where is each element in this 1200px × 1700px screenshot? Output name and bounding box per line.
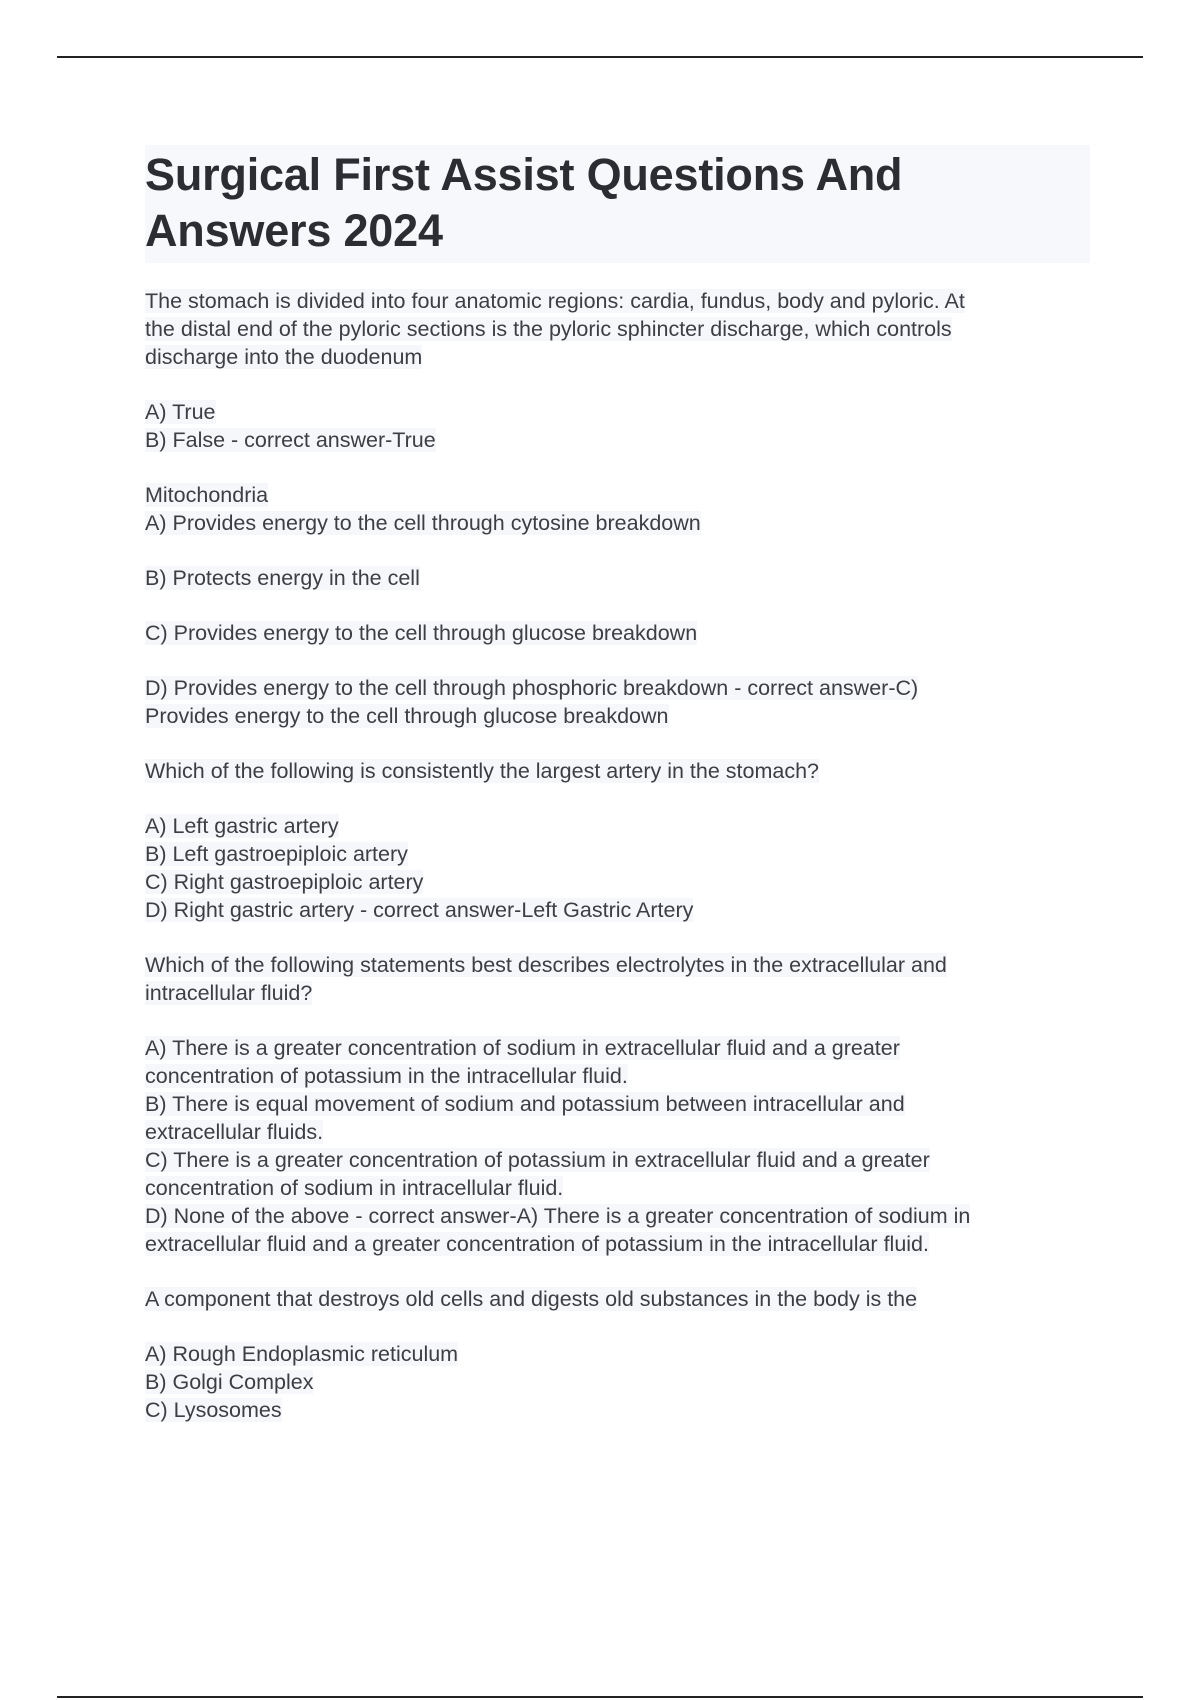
text-line-content: D) Provides energy to the cell through phosphoric breakdown - correct answer-C) [145, 676, 919, 700]
text-line-content: the distal end of the pyloric sections is the pyloric sphincter discharge, which controls [145, 317, 952, 341]
text-block [145, 481, 1090, 537]
text-line [145, 1034, 1090, 1062]
text-line [145, 1368, 1090, 1396]
text-line-content: D) None of the above - correct answer-A) There is a greater concentration of sodium in [145, 1204, 971, 1228]
text-block [145, 757, 1090, 785]
text-line-content: A) Left gastric artery [145, 814, 339, 838]
text-line-content: D) Right gastric artery - correct answer-Left Gastric Artery [145, 898, 694, 922]
text-line [145, 287, 1090, 315]
text-line-content: The stomach is divided into four anatomic regions: cardia, fundus, body and pyloric. At [145, 289, 965, 313]
text-line-content: B) There is equal movement of sodium and potassium between intracellular and [145, 1092, 905, 1116]
text-line-content: B) False - correct answer-True [145, 428, 436, 452]
document-body [145, 145, 1090, 1451]
text-line-content: A) True [145, 400, 216, 424]
text-line [145, 812, 1090, 840]
text-line [145, 509, 1090, 537]
text-block [145, 1285, 1090, 1313]
text-line [145, 840, 1090, 868]
text-line-content: A) There is a greater concentration of sodium in extracellular fluid and a greater [145, 1036, 900, 1060]
text-block [145, 1034, 1090, 1258]
text-line-content: intracellular fluid? [145, 981, 313, 1005]
text-line-content: Which of the following is consistently the largest artery in the stomach? [145, 759, 819, 783]
text-line [145, 564, 1090, 592]
text-block [145, 287, 1090, 371]
text-line-content: B) Protects energy in the cell [145, 566, 420, 590]
text-line [145, 896, 1090, 924]
text-block [145, 674, 1090, 730]
text-line-content: C) There is a greater concentration of potassium in extracellular fluid and a greater [145, 1148, 930, 1172]
text-line [145, 979, 1090, 1007]
text-line-content: extracellular fluids. [145, 1120, 324, 1144]
title-line-2: Answers 2024 [145, 205, 443, 256]
text-line-content: A) Provides energy to the cell through cytosine breakdown [145, 511, 701, 535]
text-block [145, 398, 1090, 454]
text-line [145, 315, 1090, 343]
text-line [145, 426, 1090, 454]
text-line [145, 1062, 1090, 1090]
text-line-content: C) Right gastroepiploic artery [145, 870, 424, 894]
text-line-content: discharge into the duodenum [145, 345, 423, 369]
text-line-content: A component that destroys old cells and digests old substances in the body is the [145, 1287, 918, 1311]
text-line-content: Which of the following statements best describes electrolytes in the extracellular and [145, 953, 947, 977]
bottom-rule [57, 1696, 1143, 1698]
text-line [145, 674, 1090, 702]
document-title [145, 147, 1086, 259]
text-line-content: C) Provides energy to the cell through glucose breakdown [145, 621, 698, 645]
text-block [145, 619, 1090, 647]
text-line [145, 1340, 1090, 1368]
text-line-content: B) Left gastroepiploic artery [145, 842, 408, 866]
text-line [145, 1396, 1090, 1424]
text-block [145, 812, 1090, 924]
text-line [145, 1230, 1090, 1258]
text-line-content: concentration of sodium in intracellular fluid. [145, 1176, 564, 1200]
title-block [145, 145, 1090, 263]
top-rule [57, 56, 1143, 58]
text-line [145, 398, 1090, 426]
text-line [145, 757, 1090, 785]
text-line-content: concentration of potassium in the intracellular fluid. [145, 1064, 628, 1088]
text-line-content: Mitochondria [145, 483, 269, 507]
text-line [145, 481, 1090, 509]
text-line-content: extracellular fluid and a greater concentration of potassium in the intracellular fluid. [145, 1232, 929, 1256]
text-line-content: A) Rough Endoplasmic reticulum [145, 1342, 459, 1366]
text-line [145, 1285, 1090, 1313]
text-line [145, 1090, 1090, 1118]
text-line [145, 868, 1090, 896]
text-line [145, 951, 1090, 979]
question-blocks [145, 287, 1090, 1424]
text-line [145, 1118, 1090, 1146]
text-block [145, 951, 1090, 1007]
text-line [145, 619, 1090, 647]
text-line [145, 702, 1090, 730]
text-block [145, 1340, 1090, 1424]
text-block [145, 564, 1090, 592]
text-line-content: C) Lysosomes [145, 1398, 282, 1422]
text-line [145, 1146, 1090, 1174]
text-line-content: B) Golgi Complex [145, 1370, 314, 1394]
text-line [145, 343, 1090, 371]
text-line-content: Provides energy to the cell through glucose breakdown [145, 704, 669, 728]
text-line [145, 1202, 1090, 1230]
text-line [145, 1174, 1090, 1202]
title-line-1: Surgical First Assist Questions And [145, 149, 903, 200]
